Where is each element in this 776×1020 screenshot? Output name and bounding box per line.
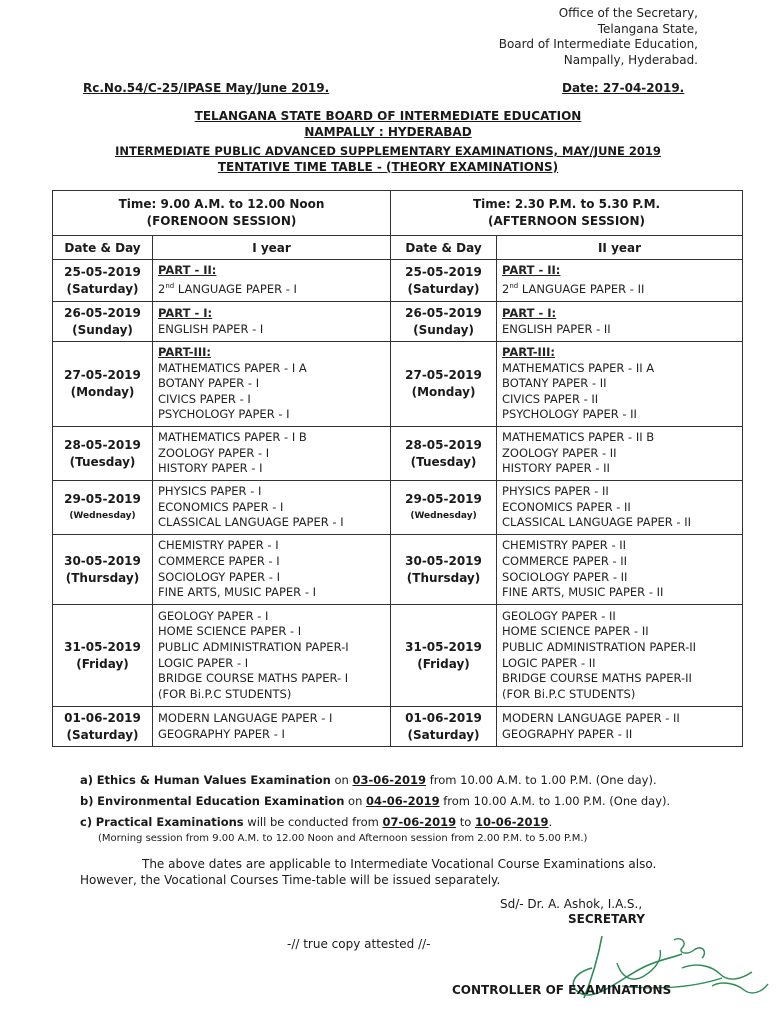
exam-date-cell <box>391 707 497 747</box>
circular-date: Date: 27-04-2019. <box>562 81 685 95</box>
table-row <box>53 481 743 535</box>
second-year-subjects <box>497 342 743 427</box>
exam-date: 31-05-2019 <box>64 639 141 654</box>
language-paper: LANGUAGE PAPER - II <box>518 281 645 296</box>
reference-number: Rc.No.54/C-25/IPASE May/June 2019. <box>83 81 330 95</box>
exam-date: 01-06-2019 <box>405 710 482 725</box>
part-label: PART-III: <box>502 345 555 360</box>
exam-date: 25-05-2019 <box>64 264 141 279</box>
forenoon-label: (FORENOON SESSION) <box>146 214 297 228</box>
note-exam-name: Ethics & Human Values Examination <box>96 773 331 787</box>
exam-date: 26-05-2019 <box>64 305 141 320</box>
office-line: Nampally, Hyderabad. <box>563 52 698 67</box>
exam-heading: INTERMEDIATE PUBLIC ADVANCED SUPPLEMENTARY EXAMINATIONS, MAY/JUNE 2019 <box>115 144 661 158</box>
note-practical <box>80 812 760 833</box>
subject: MATHEMATICS PAPER - II B <box>502 430 655 445</box>
note-text: . <box>548 815 553 829</box>
subject: PUBLIC ADMINISTRATION PAPER-II <box>502 639 697 654</box>
table-row <box>53 535 743 605</box>
exam-date: 27-05-2019 <box>64 368 141 382</box>
exam-date: 26-05-2019 <box>405 305 482 320</box>
table-row <box>53 302 743 342</box>
part-label: PART - II: <box>502 263 561 278</box>
second-year-subjects <box>497 535 743 605</box>
exam-date-cell <box>53 342 153 427</box>
subject: ECONOMICS PAPER - II <box>502 499 631 514</box>
subject <box>502 279 742 297</box>
language-number: 2 <box>158 281 166 296</box>
subject: CIVICS PAPER - II <box>502 391 599 406</box>
document-headings <box>0 109 776 175</box>
subject: LOGIC PAPER - II <box>502 655 596 670</box>
subject: ECONOMICS PAPER - I <box>158 499 284 514</box>
exam-date-cell <box>53 707 153 747</box>
subject: MODERN LANGUAGE PAPER - II <box>502 710 680 725</box>
note-date: 10-06-2019 <box>474 815 549 829</box>
subject: ZOOLOGY PAPER - II <box>502 445 617 460</box>
note-text: from 10.00 A.M. to 1.00 P.M. (One day). <box>426 773 657 787</box>
second-year-subjects <box>497 260 743 302</box>
subject: BOTANY PAPER - I <box>158 376 260 391</box>
exam-date: 30-05-2019 <box>64 553 141 568</box>
exam-day: (Friday) <box>417 656 470 671</box>
exam-day: (Friday) <box>76 656 129 671</box>
subject: HISTORY PAPER - I <box>158 461 263 476</box>
note-text: to <box>456 815 475 829</box>
subject: CIVICS PAPER - I <box>158 391 251 406</box>
true-copy-attested: -// true copy attested //- <box>287 937 431 951</box>
exam-date-cell <box>391 302 497 342</box>
exam-date-cell <box>53 481 153 535</box>
afternoon-session-header <box>391 191 743 236</box>
second-year-subjects <box>497 427 743 481</box>
second-year-subjects <box>497 481 743 535</box>
first-year-subjects <box>153 342 391 427</box>
note-label: a) <box>80 773 94 787</box>
note-date: 03-06-2019 <box>352 773 427 787</box>
column-header-row <box>53 236 743 260</box>
vocational-note-line: The above dates are applicable to Intermediate Vocational Course Examinations also. <box>142 857 657 871</box>
notes-list <box>80 770 760 845</box>
subject: MATHEMATICS PAPER - I B <box>158 430 307 445</box>
subject: MODERN LANGUAGE PAPER - I <box>158 710 333 725</box>
ordinal-suffix: nd <box>165 282 175 291</box>
subject: FINE ARTS, MUSIC PAPER - II <box>502 585 664 600</box>
subject: SOCIOLOGY PAPER - II <box>502 569 628 584</box>
exam-day: (Saturday) <box>407 727 480 742</box>
subject: PHYSICS PAPER - I <box>158 484 262 499</box>
exam-day: (Thursday) <box>65 570 140 585</box>
first-year-subjects <box>153 605 391 707</box>
note-text: on <box>344 794 367 808</box>
exam-date-cell <box>53 302 153 342</box>
exam-date-cell <box>53 427 153 481</box>
subject: FINE ARTS, MUSIC PAPER - I <box>158 585 317 600</box>
subject: CLASSICAL LANGUAGE PAPER - II <box>502 515 692 530</box>
subject: LOGIC PAPER - I <box>158 655 249 670</box>
note-environmental <box>80 791 760 812</box>
first-year-subjects <box>153 707 391 747</box>
exam-day: (Wednesday) <box>410 510 477 521</box>
subject: PUBLIC ADMINISTRATION PAPER-I <box>158 639 349 654</box>
exam-date: 30-05-2019 <box>405 553 482 568</box>
board-heading: TELANGANA STATE BOARD OF INTERMEDIATE EDUCATION <box>194 109 582 123</box>
part-label: PART-III: <box>158 345 211 360</box>
second-year-subjects <box>497 707 743 747</box>
note-date: 04-06-2019 <box>366 794 440 808</box>
subject: HISTORY PAPER - II <box>502 461 610 476</box>
subject: GEOGRAPHY PAPER - I <box>158 726 285 741</box>
subject: ENGLISH PAPER - II <box>502 321 611 336</box>
exam-day: (Saturday) <box>66 727 139 742</box>
note-text: from 10.00 A.M. to 1.00 P.M. (One day). <box>439 794 671 808</box>
exam-date-cell <box>391 535 497 605</box>
second-year-subjects <box>497 605 743 707</box>
place-heading: NAMPALLY : HYDERABAD <box>304 124 472 139</box>
office-line: Board of Intermediate Education, <box>498 37 698 51</box>
table-row <box>53 342 743 427</box>
exam-date: 25-05-2019 <box>405 264 482 279</box>
subject: COMMERCE PAPER - II <box>502 553 628 568</box>
note-label: b) <box>80 794 94 808</box>
exam-date: 29-05-2019 <box>64 491 141 506</box>
first-year-subjects <box>153 535 391 605</box>
subject: CLASSICAL LANGUAGE PAPER - I <box>158 515 344 530</box>
first-year-subjects <box>153 481 391 535</box>
subject: PSYCHOLOGY PAPER - II <box>502 407 637 422</box>
exam-day: (Tuesday) <box>410 454 477 469</box>
note-text: on <box>330 773 353 787</box>
subject: PHYSICS PAPER - II <box>502 484 609 499</box>
subject: SOCIOLOGY PAPER - I <box>158 569 281 584</box>
exam-day: (Tuesday) <box>69 454 136 469</box>
first-year-subjects <box>153 260 391 302</box>
issuing-office-address <box>470 6 698 68</box>
first-year-subjects <box>153 302 391 342</box>
first-year-column-header: I year <box>153 236 391 260</box>
ordinal-suffix: nd <box>509 282 519 291</box>
controller-of-examinations: CONTROLLER OF EXAMINATIONS <box>452 983 672 997</box>
office-line: Office of the Secretary, <box>558 6 698 20</box>
subject: ZOOLOGY PAPER - I <box>158 445 270 460</box>
date-day-column-header: Date & Day <box>53 236 153 260</box>
subject: COMMERCE PAPER - I <box>158 553 280 568</box>
subject: PSYCHOLOGY PAPER - I <box>158 407 290 422</box>
exam-day: (Wednesday) <box>69 510 136 521</box>
part-label: PART - II: <box>158 263 217 278</box>
subject: HOME SCIENCE PAPER - I <box>158 624 302 639</box>
exam-date-cell <box>391 260 497 302</box>
note-ethics <box>80 770 760 791</box>
forenoon-time: Time: 9.00 A.M. to 12.00 Noon <box>118 197 325 211</box>
note-date: 07-06-2019 <box>382 815 457 829</box>
exam-day: (Thursday) <box>406 570 481 585</box>
exam-day: (Monday) <box>70 385 135 399</box>
exam-date-cell <box>53 535 153 605</box>
exam-day: (Saturday) <box>407 281 480 296</box>
note-exam-name: Environmental Education Examination <box>97 794 345 808</box>
subject: ENGLISH PAPER - I <box>158 321 264 336</box>
exam-date-cell <box>53 605 153 707</box>
note-exam-name: Practical Examinations <box>95 815 244 829</box>
subject: MATHEMATICS PAPER - I A <box>158 360 307 375</box>
subject: BOTANY PAPER - II <box>502 376 607 391</box>
subject: (FOR Bi.P.C STUDENTS) <box>502 686 636 701</box>
second-year-column-header: II year <box>497 236 743 260</box>
exam-date-cell <box>53 260 153 302</box>
table-row <box>53 605 743 707</box>
subject: (FOR Bi.P.C STUDENTS) <box>158 686 292 701</box>
table-row <box>53 260 743 302</box>
exam-date: 28-05-2019 <box>405 437 482 452</box>
exam-date: 01-06-2019 <box>64 710 141 725</box>
exam-date-cell <box>391 342 497 427</box>
subject: BRIDGE COURSE MATHS PAPER- I <box>158 671 349 686</box>
office-line: Telangana State, <box>597 21 698 36</box>
subject: CHEMISTRY PAPER - I <box>158 538 279 553</box>
forenoon-session-header <box>53 191 391 236</box>
exam-day: (Sunday) <box>413 322 474 337</box>
session-header-row <box>53 191 743 236</box>
afternoon-label: (AFTERNOON SESSION) <box>487 214 646 228</box>
exam-day: (Monday) <box>411 385 476 399</box>
practical-session-timings: (Morning session from 9.00 A.M. to 12.00 Noon and Afternoon session from 2.00 P.M. to 5.00 P.M.) <box>98 833 588 844</box>
subject: HOME SCIENCE PAPER - II <box>502 624 649 639</box>
afternoon-time: Time: 2.30 P.M. to 5.30 P.M. <box>472 197 661 211</box>
date-day-column-header: Date & Day <box>391 236 497 260</box>
note-label: c) <box>80 815 93 829</box>
table-row <box>53 707 743 747</box>
vocational-note-line: However, the Vocational Courses Time-table will be issued separately. <box>80 873 501 887</box>
first-year-subjects <box>153 427 391 481</box>
signatory-title: SECRETARY <box>568 912 645 926</box>
exam-date-cell <box>391 605 497 707</box>
exam-date-cell <box>391 481 497 535</box>
timetable-title: TENTATIVE TIME TABLE - (THEORY EXAMINATIONS) <box>217 159 559 174</box>
subject <box>158 279 390 297</box>
language-paper: LANGUAGE PAPER - I <box>174 281 297 296</box>
subject: GEOGRAPHY PAPER - II <box>502 726 633 741</box>
exam-date: 27-05-2019 <box>405 368 482 382</box>
exam-date: 28-05-2019 <box>64 437 141 452</box>
timetable <box>52 190 743 747</box>
exam-date: 31-05-2019 <box>405 639 482 654</box>
part-label: PART - I: <box>502 305 557 320</box>
language-number: 2 <box>502 281 510 296</box>
subject: BRIDGE COURSE MATHS PAPER-II <box>502 671 692 686</box>
part-label: PART - I: <box>158 305 213 320</box>
second-year-subjects <box>497 302 743 342</box>
subject: GEOLOGY PAPER - II <box>502 608 616 623</box>
table-row <box>53 427 743 481</box>
exam-day: (Sunday) <box>72 322 133 337</box>
exam-date-cell <box>391 427 497 481</box>
subject: CHEMISTRY PAPER - II <box>502 538 627 553</box>
exam-date: 29-05-2019 <box>405 491 482 506</box>
exam-day: (Saturday) <box>66 281 139 296</box>
subject: GEOLOGY PAPER - I <box>158 608 269 623</box>
signatory-name: Sd/- Dr. A. Ashok, I.A.S., <box>500 897 643 911</box>
subject: MATHEMATICS PAPER - II A <box>502 360 655 375</box>
note-text: will be conducted from <box>243 815 383 829</box>
